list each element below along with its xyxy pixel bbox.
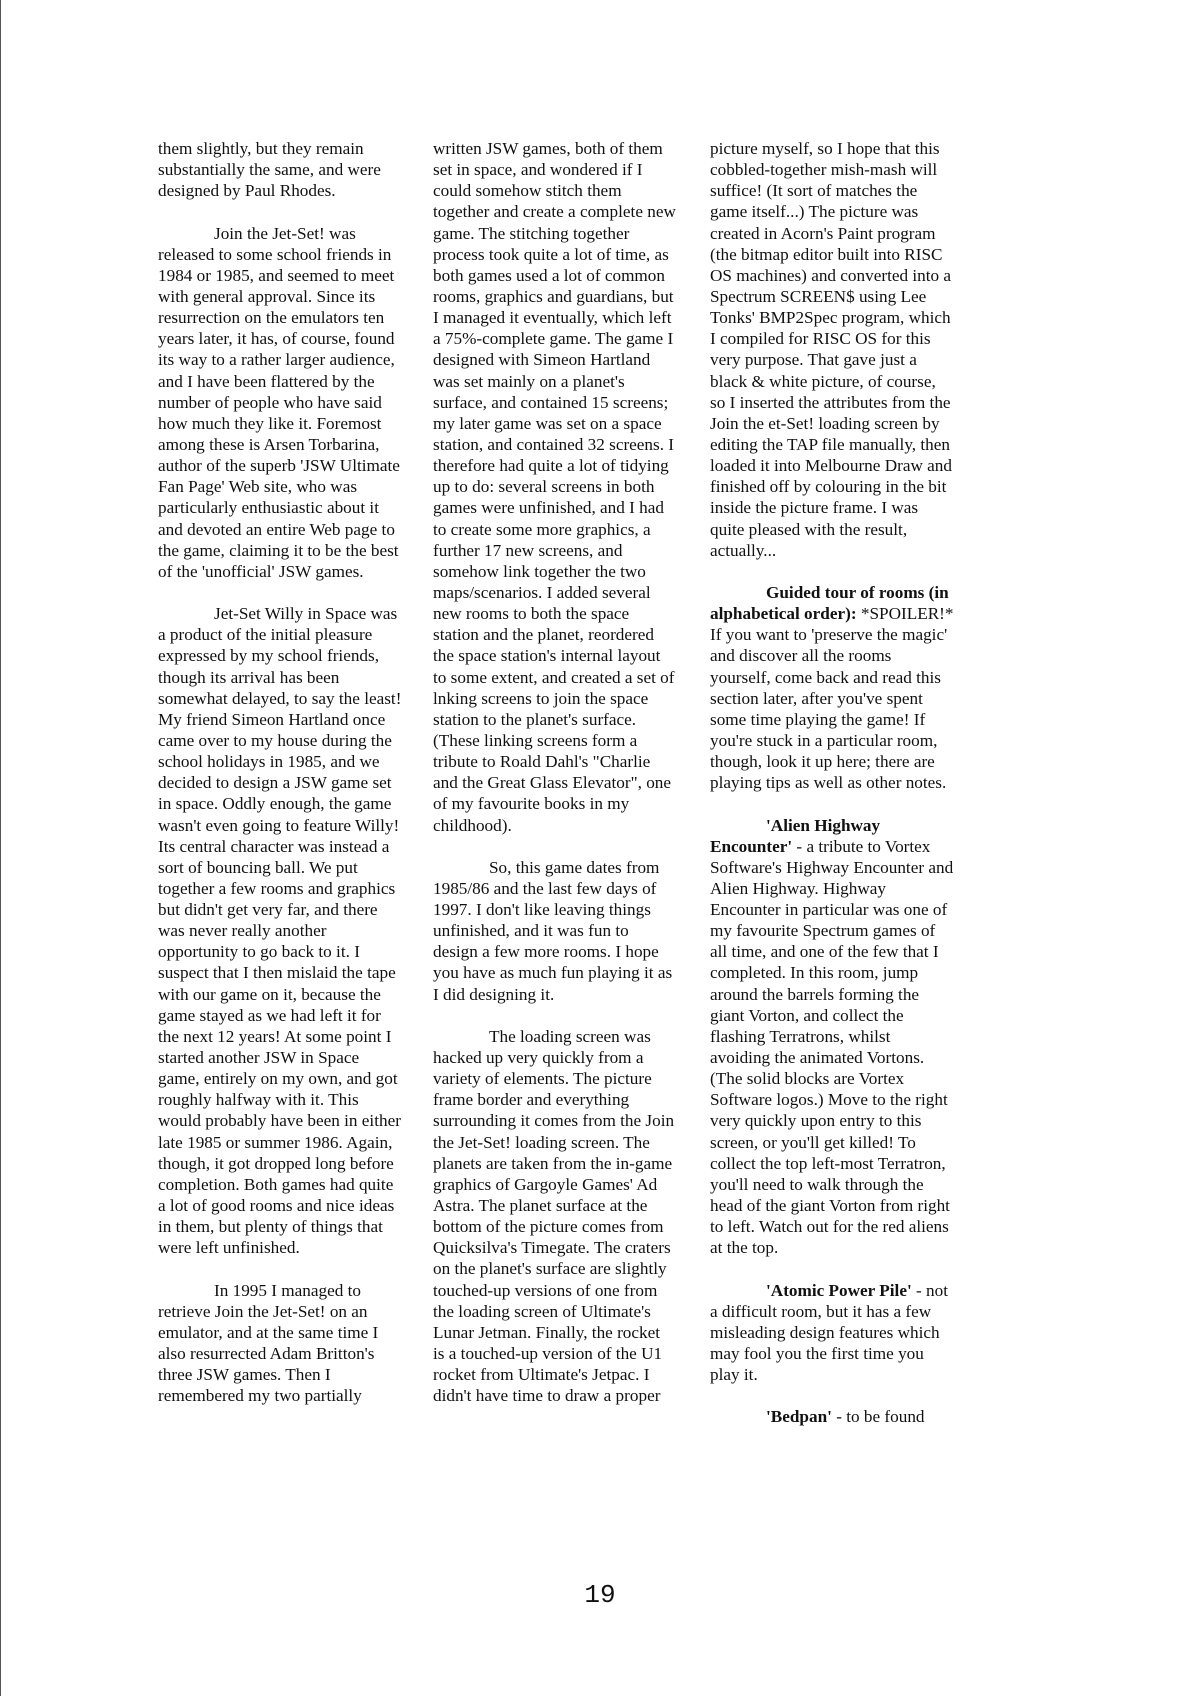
text-line: and discover all the rooms bbox=[710, 646, 892, 666]
text-line: loaded it into Melbourne Draw and bbox=[710, 456, 952, 476]
text-line: Quicksilva's Timegate. The craters bbox=[433, 1238, 671, 1258]
text-line: would probably have been in either bbox=[158, 1111, 401, 1131]
text-line: very quickly upon entry to this bbox=[710, 1111, 922, 1131]
paragraph-start: So, this game dates from bbox=[489, 857, 660, 877]
text-line: particularly enthusiastic about it bbox=[158, 498, 379, 518]
text-line: playing tips as well as other notes. bbox=[710, 773, 947, 793]
text-line: may fool you the first time you bbox=[710, 1344, 924, 1364]
text-line: maps/scenarios. I added several bbox=[433, 582, 651, 602]
text-line: created in Acorn's Paint program bbox=[710, 223, 936, 243]
text-line: school holidays in 1985, and we bbox=[158, 752, 380, 772]
text-line: my favourite Spectrum games of bbox=[710, 921, 936, 941]
text-line: the Jet-Set! loading screen. The bbox=[433, 1132, 650, 1152]
text-line: Lunar Jetman. Finally, the rocket bbox=[433, 1322, 661, 1342]
room-title-bold: 'Bedpan' bbox=[766, 1407, 832, 1427]
text-line: designed by Paul Rhodes. bbox=[158, 181, 336, 201]
text-line: to some extent, and created a set of bbox=[433, 667, 675, 687]
text-line: 1984 or 1985, and seemed to meet bbox=[158, 265, 395, 285]
text-line: and devoted an entire Web page to bbox=[158, 519, 395, 539]
text-line: very purpose. That gave just a bbox=[710, 350, 917, 370]
text-line: and the Great Glass Elevator", one bbox=[433, 773, 672, 793]
room-title-line bbox=[710, 836, 985, 857]
text-line: games were unfinished, and I had bbox=[433, 498, 664, 518]
text-line: further 17 new screens, and bbox=[433, 540, 623, 560]
text-line: Join the et-Set! loading screen by bbox=[710, 413, 940, 433]
text-line: how much they like it. Foremost bbox=[158, 413, 382, 433]
text-line: frame border and everything bbox=[433, 1090, 630, 1110]
text-line: you're stuck in a particular room, bbox=[710, 730, 938, 750]
text-line: number of people who have said bbox=[158, 392, 382, 412]
text-line: up to do: several screens in both bbox=[433, 477, 655, 497]
text-line: rocket from Ultimate's Jetpac. I bbox=[433, 1365, 650, 1385]
text-line: misleading design features which bbox=[710, 1322, 940, 1342]
text-line: Its central character was instead a bbox=[158, 836, 390, 856]
text-line: (The solid blocks are Vortex bbox=[710, 1069, 905, 1089]
column-2 bbox=[433, 138, 708, 1406]
text-line: together a few rooms and graphics bbox=[158, 878, 396, 898]
text-line: design a few more rooms. I hope bbox=[433, 942, 659, 962]
text-line: I did designing it. bbox=[433, 984, 555, 1004]
paragraph-gap bbox=[433, 836, 708, 857]
text-line: at the top. bbox=[710, 1238, 779, 1258]
text-line: editing the TAP file manually, then bbox=[710, 434, 950, 454]
room-title-bold: Encounter' bbox=[710, 836, 793, 856]
text-line: new rooms to both the space bbox=[433, 604, 630, 624]
text-line: play it. bbox=[710, 1365, 758, 1385]
text-line: variety of elements. The picture bbox=[433, 1069, 652, 1089]
text-line: years later, it has, of course, found bbox=[158, 329, 395, 349]
text-line: in space. Oddly enough, the game bbox=[158, 794, 392, 814]
room-desc: - to be found bbox=[831, 1407, 925, 1427]
paragraph-gap bbox=[158, 201, 433, 222]
text-line: though, look it up here; there are bbox=[710, 752, 935, 772]
text-line: 1997. I don't like leaving things bbox=[433, 900, 651, 920]
text-line: to create some more graphics, a bbox=[433, 519, 651, 539]
text-line: Software logos.) Move to the right bbox=[710, 1090, 948, 1110]
text-line: with general approval. Since its bbox=[158, 286, 376, 306]
text-line: but didn't get very far, and there bbox=[158, 900, 378, 920]
text-line: flashing Terratrons, whilst bbox=[710, 1026, 891, 1046]
text-line: unfinished, and it was fun to bbox=[433, 921, 629, 941]
section-heading: Guided tour of rooms (in bbox=[766, 582, 949, 602]
text-line: substantially the same, and were bbox=[158, 160, 381, 180]
text-line: therefore had quite a lot of tidying bbox=[433, 456, 669, 476]
text-line: 1985/86 and the last few days of bbox=[433, 878, 657, 898]
text-line: my later game was set on a space bbox=[433, 413, 662, 433]
paragraph-gap bbox=[710, 1258, 985, 1279]
text-line: suffice! (It sort of matches the bbox=[710, 181, 918, 201]
text-line: surrounding it comes from the Join bbox=[433, 1111, 675, 1131]
text-line: giant Vorton, and collect the bbox=[710, 1005, 904, 1025]
text-line: was never really another bbox=[158, 921, 327, 941]
text-line: process took quite a lot of time, as bbox=[433, 244, 669, 264]
paragraph-start: Join the Jet-Set! was bbox=[214, 223, 356, 243]
text-line: quite pleased with the result, bbox=[710, 519, 908, 539]
text-line: opportunity to go back to it. I bbox=[158, 942, 360, 962]
paragraph-gap bbox=[158, 1258, 433, 1279]
text-line: in them, but plenty of things that bbox=[158, 1217, 383, 1237]
text-line: finished off by colouring in the bit bbox=[710, 477, 947, 497]
paragraph-gap bbox=[158, 582, 433, 603]
text-line: game. The stitching together bbox=[433, 223, 630, 243]
text-line: collect the top left-most Terratron, bbox=[710, 1153, 946, 1173]
text-line: decided to design a JSW game set bbox=[158, 773, 392, 793]
text-line: If you want to 'preserve the magic' bbox=[710, 625, 948, 645]
room-desc: - a tribute to Vortex bbox=[792, 836, 931, 856]
text-line: completed. In this room, jump bbox=[710, 963, 919, 983]
text-line: somehow link together the two bbox=[433, 561, 646, 581]
text-line: touched-up versions of one from bbox=[433, 1280, 658, 1300]
text-line: OS machines) and converted into a bbox=[710, 265, 952, 285]
paragraph-gap bbox=[433, 1005, 708, 1026]
text-line: Tonks' BMP2Spec program, which bbox=[710, 308, 951, 328]
text-line: wasn't even going to feature Willy! bbox=[158, 815, 400, 835]
text-line: a difficult room, but it has a few bbox=[710, 1301, 932, 1321]
text-line: late 1985 or summer 1986. Again, bbox=[158, 1132, 393, 1152]
text-line: section later, after you've spent bbox=[710, 688, 923, 708]
text-line: tribute to Roald Dahl's "Charlie bbox=[433, 752, 651, 772]
text-line: the next 12 years! At some point I bbox=[158, 1026, 392, 1046]
text-line: three JSW games. Then I bbox=[158, 1365, 331, 1385]
text-line: designed with Simeon Hartland bbox=[433, 350, 651, 370]
text-line: them slightly, but they remain bbox=[158, 139, 364, 158]
text-line: Fan Page' Web site, who was bbox=[158, 477, 358, 497]
text-line: Encounter in particular was one of bbox=[710, 900, 948, 920]
spoiler-warning: *SPOILER!* bbox=[856, 604, 954, 624]
text-line: station, and contained 32 screens. I bbox=[433, 434, 675, 454]
paragraph-start: The loading screen was bbox=[489, 1026, 651, 1046]
section-heading-bold: alphabetical order): bbox=[710, 604, 857, 624]
room-desc: - not bbox=[911, 1280, 949, 1300]
text-line: is a touched-up version of the U1 bbox=[433, 1344, 663, 1364]
text-line: the space station's internal layout bbox=[433, 646, 661, 666]
text-line: with our game on it, because the bbox=[158, 984, 381, 1004]
paragraph-gap bbox=[710, 1385, 985, 1406]
text-line: completion. Both games had quite bbox=[158, 1174, 394, 1194]
text-line: resurrection on the emulators ten bbox=[158, 308, 385, 328]
text-line: though its arrival has been bbox=[158, 667, 340, 687]
text-line: set in space, and wondered if I bbox=[433, 160, 643, 180]
paragraph-gap bbox=[710, 793, 985, 814]
text-line: its way to a rather larger audience, bbox=[158, 350, 395, 370]
text-line: Spectrum SCREEN$ using Lee bbox=[710, 286, 927, 306]
text-line: a 75%-complete game. The game I bbox=[433, 329, 674, 349]
text-line: could somehow stitch them bbox=[433, 181, 622, 201]
text-line: some time playing the game! If bbox=[710, 709, 926, 729]
text-line: suspect that I then mislaid the tape bbox=[158, 963, 396, 983]
text-line: expressed by my school friends, bbox=[158, 646, 380, 666]
text-line: were left unfinished. bbox=[158, 1238, 300, 1258]
text-line: and I have been flattered by the bbox=[158, 371, 375, 391]
text-line: written JSW games, both of them bbox=[433, 139, 663, 158]
text-line: roughly halfway with it. This bbox=[158, 1090, 359, 1110]
text-line: both games used a lot of common bbox=[433, 265, 665, 285]
text-line: yourself, come back and read this bbox=[710, 667, 941, 687]
text-line: hacked up very quickly from a bbox=[433, 1048, 644, 1068]
column-1 bbox=[158, 138, 433, 1406]
text-line: among these is Arsen Torbarina, bbox=[158, 434, 380, 454]
text-line: bottom of the picture comes from bbox=[433, 1217, 664, 1237]
text-line: you have as much fun playing it as bbox=[433, 963, 673, 983]
text-line: head of the giant Vorton from right bbox=[710, 1196, 950, 1216]
text-line: avoiding the animated Vortons. bbox=[710, 1048, 925, 1068]
text-line: Alien Highway. Highway bbox=[710, 878, 886, 898]
text-line: planets are taken from the in-game bbox=[433, 1153, 673, 1173]
text-line: screen, or you'll get killed! To bbox=[710, 1132, 916, 1152]
text-line: author of the superb 'JSW Ultimate bbox=[158, 456, 400, 476]
text-line: station and the planet, reordered bbox=[433, 625, 654, 645]
text-line: I compiled for RISC OS for this bbox=[710, 329, 931, 349]
text-line: you'll need to walk through the bbox=[710, 1174, 924, 1194]
text-line: didn't have time to draw a proper bbox=[433, 1386, 661, 1406]
text-line: surface, and contained 15 screens; bbox=[433, 392, 669, 412]
text-line: graphics of Gargoyle Games' Ad bbox=[433, 1174, 658, 1194]
page-number: 19 bbox=[584, 1580, 616, 1610]
text-line: the loading screen of Ultimate's bbox=[433, 1301, 651, 1321]
text-line: I managed it eventually, which left bbox=[433, 308, 672, 328]
paragraph-start: In 1995 I managed to bbox=[214, 1280, 362, 1300]
text-line: (These linking screens form a bbox=[433, 730, 638, 750]
room-title-bold: 'Atomic Power Pile' bbox=[766, 1280, 912, 1300]
text-line: picture myself, so I hope that this bbox=[710, 139, 940, 158]
text-line: station to the planet's surface. bbox=[433, 709, 637, 729]
text-line: game, entirely on my own, and got bbox=[158, 1069, 398, 1089]
text-line: on the planet's surface are slightly bbox=[433, 1259, 667, 1279]
column-3 bbox=[710, 138, 985, 1428]
text-line: came over to my house during the bbox=[158, 730, 392, 750]
paragraph-gap bbox=[710, 561, 985, 582]
text-line: lnking screens to join the space bbox=[433, 688, 649, 708]
text-line: sort of bouncing ball. We put bbox=[158, 857, 358, 877]
text-line: game stayed as we had left it for bbox=[158, 1005, 381, 1025]
text-line: of the 'unofficial' JSW games. bbox=[158, 561, 364, 581]
text-line: cobbled-together mish-mash will bbox=[710, 160, 938, 180]
room-title-line bbox=[710, 1406, 985, 1427]
text-line: though, it got dropped long before bbox=[158, 1153, 394, 1173]
text-line: together and create a complete new bbox=[433, 202, 676, 222]
text-line: (the bitmap editor built into RISC bbox=[710, 244, 943, 264]
text-line: of my favourite books in my bbox=[433, 794, 630, 814]
text-line: also resurrected Adam Britton's bbox=[158, 1344, 375, 1364]
paragraph-start: Jet-Set Willy in Space was bbox=[214, 604, 398, 624]
text-line: remembered my two partially bbox=[158, 1386, 362, 1406]
text-line: all time, and one of the few that I bbox=[710, 942, 939, 962]
text-line: around the barrels forming the bbox=[710, 984, 920, 1004]
text-line: emulator, and at the same time I bbox=[158, 1322, 379, 1342]
text-line: to left. Watch out for the red aliens bbox=[710, 1217, 949, 1237]
section-heading-line bbox=[710, 603, 985, 624]
text-line: Software's Highway Encounter and bbox=[710, 857, 954, 877]
text-line: so I inserted the attributes from the bbox=[710, 392, 951, 412]
text-line: game itself...) The picture was bbox=[710, 202, 919, 222]
text-line: childhood). bbox=[433, 815, 512, 835]
room-title: 'Alien Highway bbox=[766, 815, 881, 835]
text-line: the game, claiming it to be the best bbox=[158, 540, 399, 560]
text-line: retrieve Join the Jet-Set! on an bbox=[158, 1301, 368, 1321]
text-line: started another JSW in Space bbox=[158, 1048, 360, 1068]
text-line: a product of the initial pleasure bbox=[158, 625, 373, 645]
text-line: Astra. The planet surface at the bbox=[433, 1196, 648, 1216]
text-line: actually... bbox=[710, 540, 777, 560]
text-line: somewhat delayed, to say the least! bbox=[158, 688, 402, 708]
text-line: My friend Simeon Hartland once bbox=[158, 709, 386, 729]
room-title-line bbox=[710, 1280, 985, 1301]
text-line: released to some school friends in bbox=[158, 244, 392, 264]
text-line: rooms, graphics and guardians, but bbox=[433, 286, 674, 306]
text-line: inside the picture frame. I was bbox=[710, 498, 919, 518]
text-line: a lot of good rooms and nice ideas bbox=[158, 1196, 395, 1216]
text-line: was set mainly on a planet's bbox=[433, 371, 625, 391]
text-line: black & white picture, of course, bbox=[710, 371, 936, 391]
